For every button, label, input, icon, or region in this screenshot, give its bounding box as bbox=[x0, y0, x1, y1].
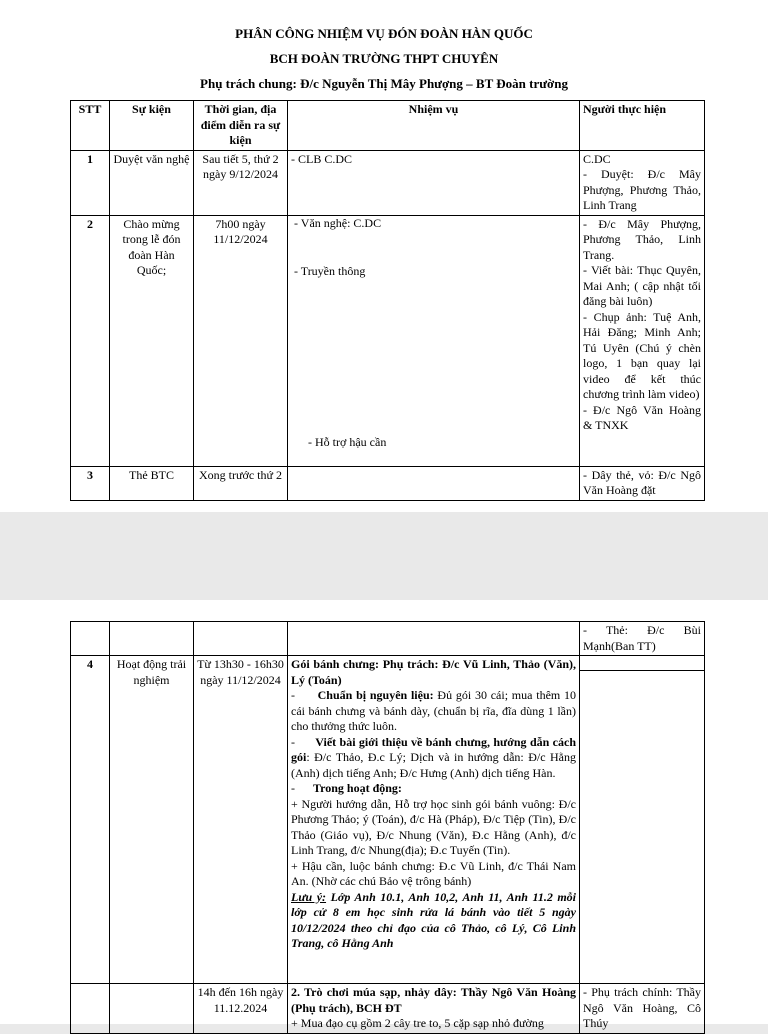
cont-event bbox=[110, 622, 194, 656]
row3-time: Xong trước thứ 2 bbox=[194, 466, 288, 500]
cont-stt bbox=[71, 622, 110, 656]
table-row bbox=[71, 215, 705, 466]
row4-task bbox=[288, 656, 580, 984]
cont-people: - Thẻ: Đ/c Bùi Mạnh(Ban TT) bbox=[580, 622, 705, 656]
assignment-table bbox=[70, 100, 705, 501]
row5-event bbox=[110, 984, 194, 1034]
row4-task-write: - Viết bài giới thiệu về bánh chưng, hướng dẫn cách gói: Đ/c Thảo, Đ.c Lý; Dịch và in hướng dẫn: Đ/c Hằng (Anh) dịch tiếng Anh; Đ/c Hưng (Anh) dịch tiếng Hàn. bbox=[291, 734, 576, 780]
row3-people: - Dây thẻ, vỏ: Đ/c Ngô Văn Hoàng đặt bbox=[580, 466, 705, 500]
row4-task-during-label: Trong hoạt động: bbox=[313, 781, 402, 795]
row4-task-logistics: + Hậu cần, luộc bánh chưng: Đ.c Vũ Linh, đ/c Thái Nam An. (Nhờ các chú Bảo vệ trông bánh) bbox=[291, 858, 576, 888]
row2-task-media: - Truyền thông bbox=[294, 263, 366, 278]
table-row bbox=[71, 622, 705, 656]
row4-task-prep-label: Chuẩn bị nguyên liệu: bbox=[317, 688, 434, 702]
col-header-people: Người thực hiện bbox=[580, 101, 705, 151]
row4-task-title: Gói bánh chưng: Phụ trách: Đ/c Vũ Linh, Thảo (Văn), Lý (Toán) bbox=[291, 657, 576, 687]
doc-supervisor: Phụ trách chung: Đ/c Nguyễn Thị Mây Phượng – BT Đoàn trường bbox=[200, 76, 568, 91]
row2-task-art: - Văn nghệ: C.DC bbox=[294, 215, 382, 230]
row4-time: Từ 13h30 - 16h30 ngày 11/12/2024 bbox=[194, 656, 288, 984]
row4-event: Hoạt động trải nghiệm bbox=[110, 656, 194, 984]
row5-stt bbox=[71, 984, 110, 1034]
col-header-stt: STT bbox=[71, 101, 110, 151]
cont-task bbox=[288, 622, 580, 656]
row2-people-line: - Chụp ảnh: Tuệ Anh, Hải Đăng; Minh Anh; Tú Uyên (Chú ý chèn logo, 1 bạn quay lại video để kết thúc chương trình làm video) bbox=[583, 309, 701, 401]
cont-time bbox=[194, 622, 288, 656]
row3-task bbox=[288, 466, 580, 500]
row2-people bbox=[580, 215, 705, 466]
row4-task-write-text: : Đ/c Thảo, Đ.c Lý; Dịch và in hướng dẫn: Đ/c Hằng (Anh) dịch tiếng Anh; Đ/c Hưng (Anh) dịch tiếng Hàn. bbox=[291, 750, 576, 780]
table-row bbox=[71, 150, 705, 215]
row2-people-line: - Đ/c Mây Phượng, Phương Thảo, Linh Trang. bbox=[583, 216, 701, 262]
row1-task: - CLB C.DC bbox=[288, 150, 580, 215]
row4-task-guide: + Người hướng dẫn, Hỗ trợ học sinh gói bánh vuông: Đ/c Phương Thảo; ý (Toán), đ/c Hà (Pháp), Đ/c Tiệp (Tin), Đ/c Thảo (Giáo vụ), Đ/c Nhung (Văn), Đ.c Hằng (Anh), đ/c Linh Trang, đ/c Nhung(địa); Đ.c Tuyến (Tin). bbox=[291, 796, 576, 857]
row5-task-text: + Mua đạo cụ gồm 2 cây tre to, 5 cặp sạp nhỏ đường bbox=[291, 1016, 544, 1030]
row4-task-during: - Trong hoạt động: bbox=[291, 781, 402, 795]
page-1 bbox=[0, 0, 768, 512]
table-row bbox=[71, 656, 705, 984]
row1-event: Duyệt văn nghệ bbox=[110, 150, 194, 215]
row4-people bbox=[580, 656, 705, 984]
page-2 bbox=[0, 600, 768, 1030]
row2-task-logistics: - Hỗ trợ hậu cần bbox=[308, 434, 387, 449]
row2-stt: 2 bbox=[71, 215, 110, 466]
row4-stt: 4 bbox=[71, 656, 110, 984]
row3-stt: 3 bbox=[71, 466, 110, 500]
row1-stt: 1 bbox=[71, 150, 110, 215]
row5-task bbox=[288, 984, 580, 1034]
row2-event: Chào mừng trong lễ đón đoàn Hàn Quốc; bbox=[110, 215, 194, 466]
row4-people-subcell bbox=[580, 656, 704, 671]
assignment-table-continued bbox=[70, 621, 705, 1034]
row2-time: 7h00 ngày 11/12/2024 bbox=[194, 215, 288, 466]
row1-people bbox=[580, 150, 705, 215]
row4-task-note-text: Lớp Anh 10.1, Anh 10,2, Anh 11, Anh 11.2 mỗi lớp cử 8 em học sinh rửa lá bánh vào tiết 5 ngày 10/12/2024 theo chỉ đạo của cô Thảo, cô Lý, Cô Linh Trang, cô Hằng Anh bbox=[291, 889, 577, 950]
row4-task-note bbox=[291, 890, 576, 952]
row4-task-write-label: Viết bài giới thiệu về bánh chưng, hướng dẫn cách gói bbox=[291, 734, 576, 764]
row1-people-line: - Duyệt: Đ/c Mây Phượng, Phương Thảo, Linh Trang bbox=[583, 167, 701, 212]
row5-people: - Phụ trách chính: Thầy Ngô Văn Hoàng, Cô Thúy bbox=[580, 984, 705, 1034]
row2-people-line: - Đ/c Ngô Văn Hoàng & TNXK bbox=[583, 402, 701, 432]
row1-time: Sau tiết 5, thứ 2 ngày 9/12/2024 bbox=[194, 150, 288, 215]
doc-title: PHÂN CÔNG NHIỆM VỤ ĐÓN ĐOÀN HÀN QUỐC bbox=[235, 26, 533, 41]
row4-task-prep: - Chuẩn bị nguyên liệu: Đủ gói 30 cái; mua thêm 10 cái bánh chưng và bánh dày, (chuẩn bị rĩa, đĩa dùng 1 lần) cho thưởng thức luôn. bbox=[291, 688, 576, 733]
table-row bbox=[71, 984, 705, 1034]
row1-people-line: C.DC bbox=[583, 151, 611, 166]
table-row bbox=[71, 466, 705, 500]
row5-task-title: 2. Trò chơi múa sạp, nhảy dây: Thầy Ngô Văn Hoàng (Phụ trách), BCH ĐT bbox=[291, 985, 576, 1015]
row2-people-line: - Viết bài: Thục Quyên, Mai Anh; ( cập nhật tối đăng bài luôn) bbox=[583, 263, 701, 308]
row5-time: 14h đến 16h ngày 11.12.2024 bbox=[194, 984, 288, 1034]
table-header-row bbox=[71, 101, 705, 151]
col-header-task: Nhiệm vụ bbox=[288, 101, 580, 151]
row3-event: Thẻ BTC bbox=[110, 466, 194, 500]
row4-task-prep-text: Đủ gói 30 cái; mua thêm 10 cái bánh chưng và bánh dày, (chuẩn bị rĩa, đĩa dùng 1 lần) cho thưởng thức luôn. bbox=[291, 688, 576, 733]
col-header-time: Thời gian, địa điểm diễn ra sự kiện bbox=[194, 101, 288, 151]
doc-subtitle: BCH ĐOÀN TRƯỜNG THPT CHUYÊN bbox=[269, 51, 499, 66]
row4-task-note-label: Lưu ý: bbox=[291, 889, 327, 904]
row2-task bbox=[288, 215, 580, 466]
col-header-event: Sự kiện bbox=[110, 101, 194, 151]
